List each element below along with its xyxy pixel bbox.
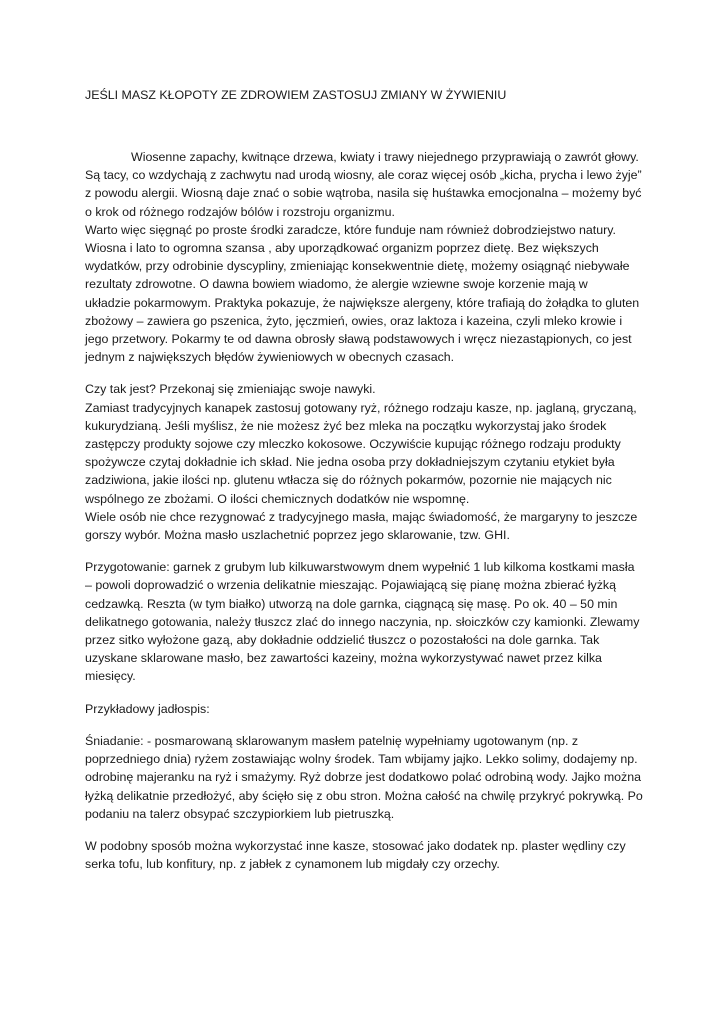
paragraph-line: gorszy wybór. Można masło uszlachetnić poprzez jego sklarowanie, tzw. GHI. <box>85 528 510 543</box>
paragraph-intro <box>85 148 640 366</box>
paragraph-line: łyżką delikatnie przedłożyć, aby ścięło się z obu stron. Można całość na chwilę przykryć pokrywką. Po <box>85 788 643 803</box>
paragraph-line: układzie pokarmowym. Praktyka pokazuje, że największe alergeny, które trafiają do żołądka to gluten <box>85 295 640 310</box>
paragraph-preparation <box>85 558 640 685</box>
paragraph-line: W podobny sposób można wykorzystać inne kasze, stosować jako dodatek np. plaster wędliny czy <box>85 838 626 853</box>
paragraph-line: – powoli doprowadzić o wrzenia delikatnie mieszając. Pojawiającą się pianę można zbierać łyżką <box>85 578 617 593</box>
paragraph-line: z powodu alergii. Wiosną daje znać o sobie wątroba, nasila się huśtawka emocjonalna – możemy być <box>85 186 642 201</box>
paragraph-line: cedzawką. Reszta (w tym białko) utworzą na dole garnka, ciągnącą się masę. Po ok. 40 – 50 min <box>85 596 618 611</box>
paragraph-line: rezultaty zdrowotne. O dawna bowiem wiadomo, że alergie wziewne swoje korzenie mają w <box>85 277 588 292</box>
paragraph-line: zadziwiona, jakie ilości np. glutenu wtłacza się do różnych pokarmów, pozornie nie mających nic <box>85 473 612 488</box>
paragraph-line: wydatków, przy odrobinie dyscypliny, zmieniając konsekwentnie dietę, możemy osiągnąć niebywałe <box>85 259 630 274</box>
paragraph-line: Są tacy, co wzdychają z zachwytu nad urodą wiosny, ale coraz więcej osób „kicha, prycha i lewo żyje” <box>85 168 642 183</box>
paragraph-line: Wiosenne zapachy, kwitnące drzewa, kwiaty i trawy niejednego przyprawiają o zawrót głowy. <box>131 150 639 164</box>
paragraph-menu-heading <box>85 700 640 718</box>
paragraph-line: Wiele osób nie chce rezygnować z tradycyjnego masła, mając świadomość, że margaryny to jeszcze <box>85 509 638 524</box>
paragraph-line: delikatnego gotowania, należy tłuszcz zlać do innego naczynia, np. słoiczków czy kamionki. Zlewamy <box>85 614 640 629</box>
paragraph-line: Przykładowy jadłospis: <box>85 701 210 716</box>
paragraph-line: uzyskane sklarowane masło, bez zawartości kazeiny, można wykorzystywać nawet przez kilka <box>85 651 602 666</box>
paragraph-line: poprzedniego dnia) ryżem zostawiając wolny środek. Tam wbijamy jajko. Lekko solimy, dodajemy np. <box>85 752 638 767</box>
document-title: JEŚLI MASZ KŁOPOTY ZE ZDROWIEM ZASTOSUJ ZMIANY W ŻYWIENIU <box>85 88 507 102</box>
paragraph-line: Przygotowanie: garnek z grubym lub kilkuwarstwowym dnem wypełnić 1 lub kilkoma kostkami masła <box>85 560 635 575</box>
paragraph-line: o krok od różnego rodzajów bólów i rozstroju organizmu. <box>85 204 395 219</box>
paragraph-line: Warto więc sięgnąć po proste środki zaradcze, które funduje nam również dobrodziejstwo natury. <box>85 222 616 237</box>
paragraph-line: Zamiast tradycyjnych kanapek zastosuj gotowany ryż, różnego rodzaju kasze, np. jaglaną, gryczaną, <box>85 400 637 415</box>
paragraph-line: wspólnego ze zbożami. O ilości chemicznych dodatków nie wspomnę. <box>85 491 470 506</box>
paragraph-line: podaniu na talerz obsypać szczypiorkiem lub pietruszką. <box>85 806 395 821</box>
paragraph-breakfast <box>85 732 643 823</box>
paragraph-line: serka tofu, lub konfitury, np. z jabłek z cynamonem lub migdały czy orzechy. <box>85 857 500 872</box>
paragraph-line: przez sitko wyłożone gazą, aby dokładnie oddzielić tłuszcz o pozostałości na dole garnka. Tak <box>85 633 600 648</box>
paragraph-line: zbożowy – zawiera go pszenica, żyto, jęczmień, owies, oraz laktoza i kazeina, czyli mleko krowie i <box>85 313 623 328</box>
paragraph-line: jego przetwory. Pokarmy te od dawna obrosły sławą podstawowych i wręcz niezastąpionych, co jest <box>85 332 632 347</box>
paragraph-line: miesięcy. <box>85 669 136 684</box>
paragraph-line: Czy tak jest? Przekonaj się zmieniając swoje nawyki. <box>85 382 376 397</box>
paragraph-line: spożywcze czytaj dokładnie ich skład. Nie jedna osoba przy dokładniejszym czytaniu etykiet była <box>85 455 615 470</box>
paragraph-line: Wiosna i lato to ogromna szansa , aby uporządkować organizm poprzez dietę. Bez większych <box>85 241 599 256</box>
paragraph-line: odrobinę majeranku na ryż i smażymy. Ryż dobrze jest dodatkowo polać odrobiną wody. Jajko można <box>85 770 642 785</box>
paragraph-line: jednym z największych błędów żywieniowych w obecnych czasach. <box>85 350 455 365</box>
paragraph-line: kukurydzianą. Jeśli myślisz, że nie możesz żyć bez mleka na początku wykorzystaj jako środek <box>85 418 607 433</box>
paragraph-line: zastępczy produkty sojowe czy mleczko kokosowe. Oczywiście kupując różnego rodzaju produkty <box>85 437 621 452</box>
paragraph-habits <box>85 380 640 544</box>
paragraph-line: Śniadanie: - posmarowaną sklarowanym masłem patelnię wypełniamy ugotowanym (np. z <box>85 733 579 748</box>
document-page <box>85 86 643 873</box>
paragraph-variations <box>85 837 640 873</box>
